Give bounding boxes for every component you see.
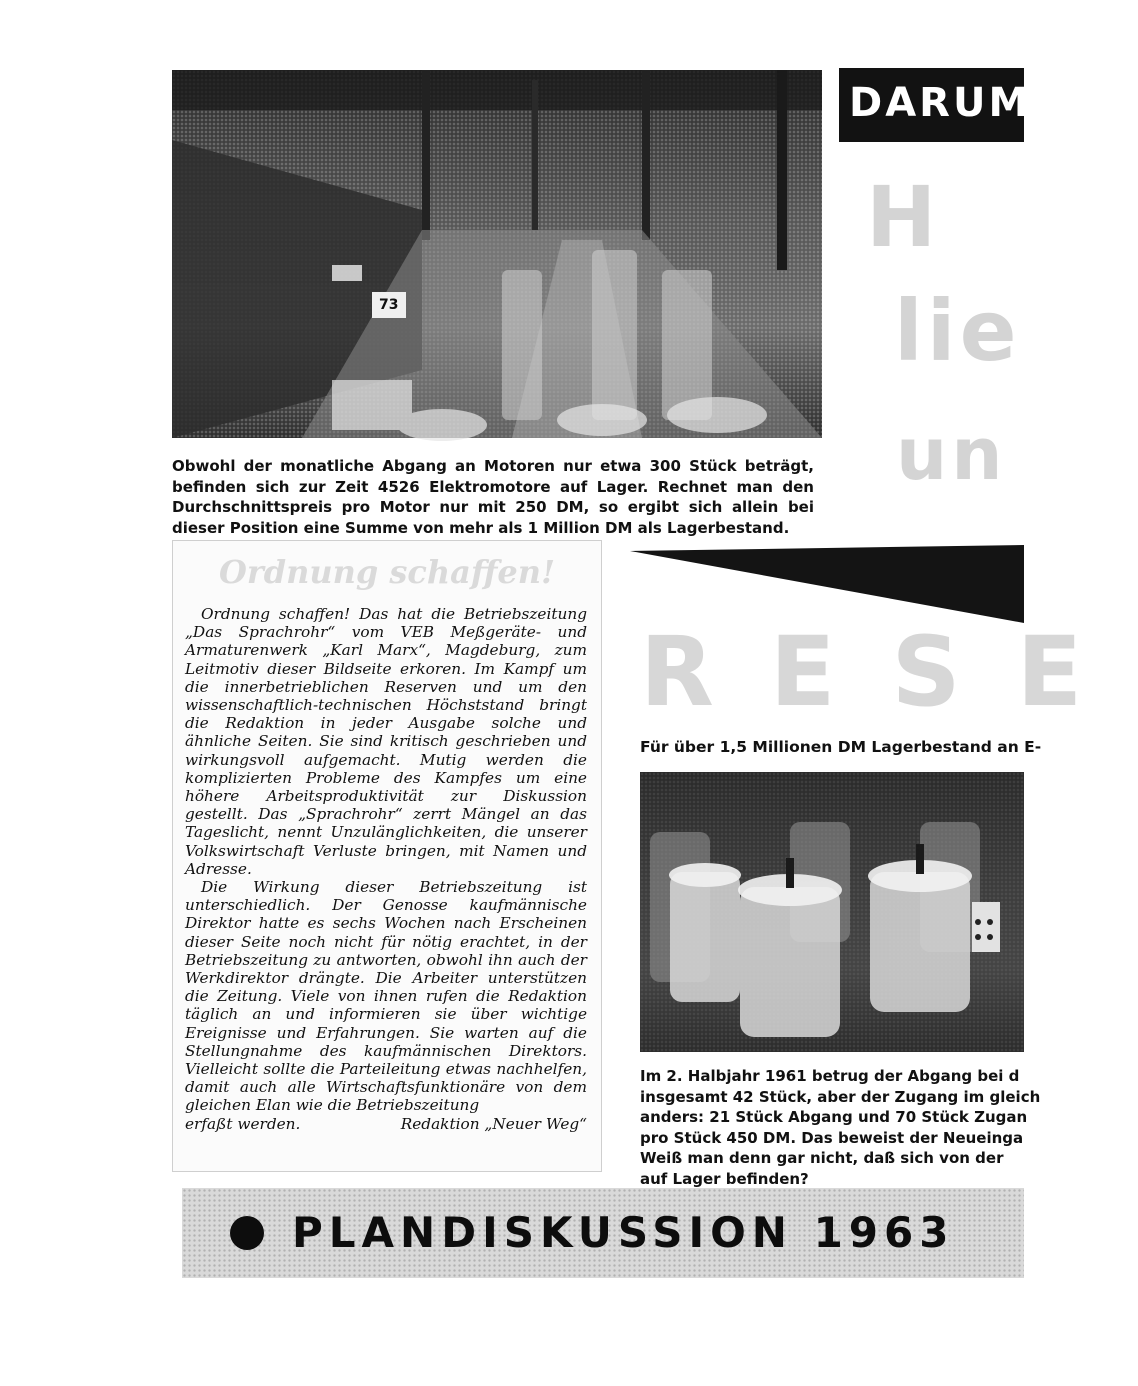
caption-line: pro Stück 450 DM. Das beweist der Neueinga	[640, 1128, 1024, 1147]
right-column-heading: Für über 1,5 Millionen DM Lagerbestand an E-	[640, 738, 1042, 756]
motors-photo	[640, 772, 1024, 1052]
editorial-box	[172, 540, 602, 1172]
headline-line-2: lie	[894, 282, 1021, 380]
footer-headline: PLANDISKUSSION 1963	[292, 1208, 955, 1257]
motors-photo-art	[640, 772, 1024, 1052]
editorial-paragraph-2: Die Wirkung dieser Betriebszeitung ist unterschiedlich. Der Genosse kaufmännische Direktor hatte es sechs Wochen nach Erscheinen dieser Seite noch nicht für nötig erachtet, in der Betriebszeitung zu antworten, obwohl ihn auch der Werkdirektor drängte. Die Arbeiter unterstützen die Zeitung. Viele von ihnen rufen die Redaktion täglich an und informieren sie über wichtige Ereignisse und Erfahrungen. Sie warten auf die Stellungnahme des kaufmännischen Direktors. Vielleicht sollte die Parteileitung etwas nachhelfen, damit auch alle Wirtschaftsfunktionäre von dem gleichen Elan wie die Betriebszeitung	[185, 878, 587, 1115]
bullet-dot-icon	[230, 1216, 264, 1250]
headline-line-1: H	[866, 168, 961, 266]
editorial-last-line: erfaßt werden.	[185, 1114, 301, 1133]
shelf-sign: 73	[379, 297, 399, 313]
caption-line: Weiß man denn gar nicht, daß sich von der	[640, 1149, 1004, 1167]
caption-line: insgesamt 42 Stück, aber der Zugang im gleich	[640, 1087, 1041, 1106]
editorial-paragraph-1: Ordnung schaffen! Das hat die Betriebszeitung „Das Sprachrohr“ vom VEB Meßgeräte- und Armaturenwerk „Karl Marx“, Magdeburg, zum Leitmotiv dieser Bildseite erkoren. Im Kampf um die innerbetrieblichen Reserven und um den wissenschaftlich-technischen Höchststand bringt die Redaktion in jeder Ausgabe solche und ähnliche Seiten. Sie sind kritisch geschrieben und wirkungsvoll aufgemacht. Mutig werden die komplizierten Probleme des Kampfes um eine höhere Arbeitsproduktivität zur Diskussion gestellt. Das „Sprachrohr“ zerrt Mängel an das Tageslicht, nennt Unzulänglichkeiten, die unserer Volkswirtschaft Verluste bringen, mit Namen und Adresse.	[185, 605, 587, 878]
black-wedge-shape	[630, 545, 1024, 625]
motors-photo-caption	[640, 1066, 1041, 1189]
caption-line: anders: 21 Stück Abgang und 70 Stück Zugan	[640, 1108, 1028, 1126]
headline-banner: DARUM	[839, 68, 1024, 142]
headline-line-3: un	[896, 412, 1007, 496]
warehouse-photo	[172, 70, 822, 438]
warehouse-photo-art	[172, 70, 822, 438]
editorial-box-body	[185, 605, 587, 1133]
editorial-box-title: Ordnung schaffen!	[218, 553, 556, 591]
editorial-signoff	[185, 1115, 587, 1133]
caption-line: Im 2. Halbjahr 1961 betrug der Abgang bei d	[640, 1067, 1020, 1085]
caption-line: auf Lager befinden?	[640, 1169, 809, 1188]
reserve-heading: RESE	[640, 616, 1138, 728]
editorial-byline: Redaktion „Neuer Weg“	[400, 1114, 587, 1133]
top-photo-caption: Obwohl der monatliche Abgang an Motoren nur etwa 300 Stück beträgt, befinden sich zur Zeit 4526 Elektromotore auf Lager. Rechnet man den Durchschnittspreis pro Motor nur mit 250 DM, so ergibt sich allein bei dieser Position eine Summe von mehr als 1 Million DM als Lagerbestand.	[172, 457, 814, 537]
footer-band	[182, 1188, 1024, 1278]
